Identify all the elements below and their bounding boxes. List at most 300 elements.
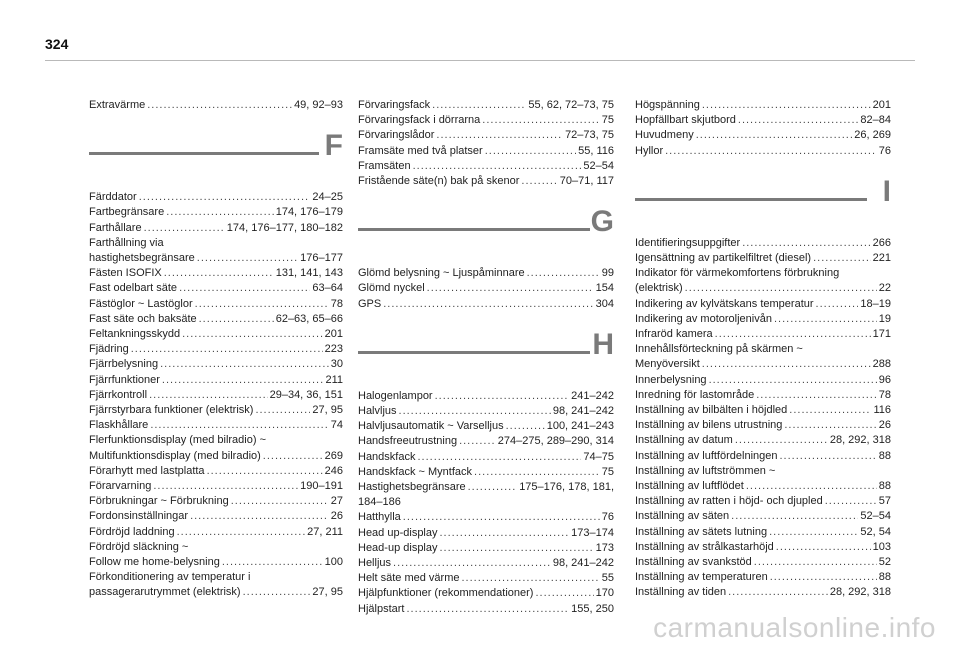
section-h-entries: [358, 389, 614, 617]
page-refs: 26: [878, 419, 891, 432]
page-refs: 274–275, 289–290, 314: [497, 435, 614, 448]
page-refs: 103: [872, 540, 891, 553]
index-entry: [635, 479, 891, 494]
page-refs: 88: [878, 480, 891, 493]
index-term: Halogenlampor: [358, 389, 433, 402]
index-term: Förvaringsfack i dörrarna: [358, 114, 481, 127]
dot-leader: [399, 404, 551, 419]
index-entry: [635, 418, 891, 433]
dot-leader: [709, 373, 877, 388]
page-refs: 72–73, 75: [565, 129, 614, 142]
dot-leader: [742, 236, 870, 251]
page-refs: 173: [595, 541, 614, 554]
section-i-entries: [635, 236, 891, 601]
page-refs: 98, 241–242: [552, 405, 614, 418]
index-term: Fast odelbart säte: [89, 282, 178, 295]
index-term: Fast säte och baksäte: [89, 312, 197, 325]
section-letter: G: [590, 205, 614, 239]
dot-leader: [432, 98, 526, 113]
index-term: Fästen ISOFIX: [89, 267, 162, 280]
dot-leader: [774, 312, 877, 327]
top-entries: [358, 98, 614, 189]
page-refs: 55, 62, 72–73, 75: [528, 99, 614, 111]
dot-leader: [506, 419, 545, 434]
index-entry: [635, 128, 891, 143]
index-entry: [635, 403, 891, 418]
index-entry: [358, 389, 614, 404]
index-term: Inställning av bilens utrustning: [635, 419, 783, 432]
page-refs: 57: [878, 495, 891, 508]
index-entry: [89, 205, 343, 220]
index-term: Fordonsinställningar: [89, 510, 189, 523]
page-refs: 30: [330, 358, 343, 371]
index-term: Menyöversikt: [635, 358, 700, 371]
page-refs: 88: [878, 449, 891, 462]
dot-leader: [459, 434, 496, 449]
page-refs: 155, 250: [571, 602, 614, 615]
index-entry: [635, 555, 891, 570]
page-refs: 52, 54: [860, 525, 891, 538]
index-term: Indikering av kylvätskans temperatur: [635, 297, 814, 310]
dot-leader: [436, 128, 563, 143]
index-entry: [635, 585, 891, 600]
index-entry: [89, 312, 343, 327]
dot-leader: [190, 509, 329, 524]
section-g-entries: [358, 266, 614, 312]
index-term: Inställning av strålkastarhöjd: [635, 540, 774, 553]
dot-leader: [150, 418, 328, 433]
page-refs: 304: [595, 297, 614, 310]
index-entry: [89, 373, 343, 388]
index-term: Fästöglor ~ Lastöglor: [89, 297, 193, 310]
page-number: 324: [45, 36, 69, 52]
page-refs: 55, 116: [578, 144, 614, 157]
page-refs: 131, 141, 143: [275, 267, 343, 280]
dot-leader: [728, 585, 828, 600]
index-entry: [89, 98, 343, 113]
section-header-h: [358, 327, 614, 381]
index-entry: [358, 541, 614, 556]
index-term: Förarvarning: [89, 480, 152, 493]
dot-leader: [770, 570, 877, 585]
page-refs: 154: [595, 282, 614, 295]
index-term: Inställning av svankstöd: [635, 556, 752, 569]
index-term: Feltankningsskydd: [89, 328, 181, 341]
page-refs: 201: [324, 328, 343, 341]
index-term: Inställning av sätets lutning: [635, 525, 768, 538]
index-term: Förarhytt med lastplatta: [89, 464, 205, 477]
index-term: Fjärrfunktioner: [89, 373, 160, 386]
dot-leader: [195, 297, 329, 312]
index-term: passagerarutrymmet (elektrisk): [89, 586, 241, 599]
index-entry: [358, 571, 614, 586]
index-entry: [358, 602, 614, 617]
index-entry: [635, 98, 891, 113]
page-refs: 170: [595, 587, 614, 600]
section-letter: H: [592, 327, 614, 361]
index-entry: [358, 434, 614, 449]
dot-leader: [144, 221, 225, 236]
page-refs: 176–177: [300, 252, 343, 265]
page-refs: 171: [872, 328, 891, 341]
index-entry: [635, 113, 891, 128]
index-term: Head up-display: [358, 526, 438, 539]
section-bar: [358, 351, 590, 354]
dot-leader: [222, 555, 323, 570]
page-refs: 190–191: [300, 480, 343, 493]
dot-leader: [160, 357, 329, 372]
index-term: Glömd belysning ~ Ljuspåminnare: [358, 267, 525, 280]
index-term: Fjärrstyrbara funktioner (elektrisk): [89, 404, 254, 417]
index-entry: [89, 449, 343, 464]
top-divider: [45, 60, 915, 61]
index-term: Fartbegränsare: [89, 206, 165, 219]
index-term: Inställning av tiden: [635, 586, 727, 599]
index-term: Handskfack: [358, 450, 416, 463]
top-entries: [89, 98, 343, 113]
dot-leader: [731, 509, 858, 524]
section-bar: [89, 152, 319, 155]
dot-leader: [746, 479, 877, 494]
page-refs: 201: [872, 99, 891, 111]
index-entry: [89, 585, 343, 600]
index-entry: [635, 509, 891, 524]
dot-leader: [243, 585, 311, 600]
dot-leader: [754, 555, 877, 570]
dot-leader: [482, 113, 599, 128]
index-term: Head-up display: [358, 541, 438, 554]
dot-leader: [131, 342, 323, 357]
index-term: Hjälpstart: [358, 602, 405, 615]
index-entry: [89, 281, 343, 296]
page-refs: 82–84: [860, 114, 891, 127]
index-term: Helljus: [358, 557, 392, 570]
index-term: Fristående säte(n) bak på skenor: [358, 175, 520, 188]
page-refs: 27, 95: [312, 404, 343, 417]
index-term: Halvljus: [358, 405, 397, 418]
dot-leader: [776, 540, 871, 555]
dot-leader: [255, 403, 310, 418]
page-refs: 27, 211: [307, 525, 343, 538]
page-refs: 26, 269: [854, 129, 891, 142]
index-entry: [358, 480, 614, 495]
dot-leader: [816, 297, 859, 312]
dot-leader: [164, 266, 274, 281]
page-refs: 70–71, 117: [559, 175, 614, 188]
page-refs: 76: [878, 144, 891, 157]
page-refs: 78: [330, 297, 343, 310]
page-refs: 27, 95: [312, 586, 343, 599]
index-entry: [89, 266, 343, 281]
page-refs: 100: [324, 556, 343, 569]
index-term: Farthållare: [89, 221, 142, 234]
page-refs: 246: [324, 464, 343, 477]
index-term: Framsäte med två platser: [358, 144, 483, 157]
index-entry: [89, 327, 343, 342]
page-refs: 28, 292, 318: [829, 434, 891, 447]
dot-leader: [440, 526, 570, 541]
page-refs: 241–242: [571, 389, 614, 402]
page-refs: 78: [878, 388, 891, 401]
page-refs: 221: [872, 252, 891, 265]
dot-leader: [139, 190, 311, 205]
index-term: Fjärrbelysning: [89, 358, 159, 371]
index-entry: [89, 342, 343, 357]
index-term: hastighetsbegränsare: [89, 252, 195, 265]
index-entry: [635, 494, 891, 509]
index-term: Glömd nyckel: [358, 282, 425, 295]
index-entry: [89, 555, 343, 570]
index-term: Färddator: [89, 191, 137, 204]
dot-leader: [769, 525, 858, 540]
page-refs: 74–75: [583, 450, 614, 463]
page-refs: 63–64: [312, 282, 343, 295]
dot-leader: [535, 586, 593, 601]
index-entry: [89, 357, 343, 372]
page-refs: 49, 92–93: [294, 99, 343, 111]
index-entry: [89, 525, 343, 540]
dot-leader: [789, 403, 871, 418]
index-term: Framsäten: [358, 159, 411, 172]
index-entry: [635, 570, 891, 585]
index-entry: [358, 113, 614, 128]
index-entry-line: Fördröjd släckning ~: [89, 540, 189, 553]
index-term: Inställning av luftflödet: [635, 480, 744, 493]
page-refs: 99: [601, 267, 614, 280]
page-refs: 174, 176–177, 180–182: [226, 221, 343, 234]
dot-leader: [756, 388, 877, 403]
index-entry: [635, 525, 891, 540]
page-refs: 52–54: [860, 510, 891, 523]
page-refs: 52: [878, 556, 891, 569]
index-column-3: [635, 98, 891, 601]
index-term: Hopfällbart skjutbord: [635, 114, 736, 127]
page-refs: 27: [330, 495, 343, 508]
index-term: Inställning av luftfördelningen: [635, 449, 778, 462]
dot-leader: [403, 510, 600, 525]
index-entry: [635, 236, 891, 251]
index-entry-line: Innehållsförteckning på skärmen ~: [635, 343, 803, 356]
page-refs: 22: [878, 282, 891, 295]
dot-leader: [393, 556, 551, 571]
page-refs: 18–19: [860, 297, 891, 310]
index-term: GPS: [358, 297, 382, 310]
index-entry: [89, 403, 343, 418]
index-entry: [358, 526, 614, 541]
index-entry: [89, 388, 343, 403]
index-entry-line: Förkonditionering av temperatur i: [89, 571, 251, 584]
index-entry: [89, 479, 343, 494]
page-refs: 269: [324, 449, 343, 462]
index-term: Extravärme: [89, 99, 146, 111]
page-refs: 75: [601, 114, 614, 127]
index-entry-line: Indikator för värmekomfortens förbrukning: [635, 267, 840, 280]
page-refs: 96: [878, 373, 891, 386]
index-term: Igensättning av partikelfiltret (diesel): [635, 252, 812, 265]
index-entry: [635, 312, 891, 327]
page-refs: 24–25: [312, 191, 343, 204]
index-entry: [635, 449, 891, 464]
dot-leader: [485, 144, 576, 159]
page-refs: 173–174: [571, 526, 614, 539]
index-entry: [358, 144, 614, 159]
index-entry: [635, 297, 891, 312]
dot-leader: [813, 251, 871, 266]
top-entries: [635, 98, 891, 159]
dot-leader: [685, 281, 877, 296]
page-refs: 76: [601, 511, 614, 524]
index-entry: [635, 540, 891, 555]
dot-leader: [474, 465, 600, 480]
index-entry: [358, 465, 614, 480]
index-term: Inställning av bilbälten i höjdled: [635, 404, 788, 417]
index-entry-line: 184–186: [358, 496, 401, 509]
index-entry: [358, 98, 614, 113]
index-entry: [358, 128, 614, 143]
page-refs: 100, 241–243: [546, 420, 614, 433]
dot-leader: [779, 449, 876, 464]
dot-leader: [153, 479, 298, 494]
page-refs: 211: [325, 373, 343, 386]
page-refs: 116: [873, 404, 891, 417]
index-term: Inställning av ratten i höjd- och djupled: [635, 495, 823, 508]
index-term: Inställning av säten: [635, 510, 730, 523]
index-entry: [358, 266, 614, 281]
index-entry: [635, 144, 891, 159]
index-entry: [358, 586, 614, 601]
index-entry: [635, 388, 891, 403]
index-term: Handsfreeutrustning: [358, 435, 458, 448]
index-term: Högspänning: [635, 99, 700, 111]
index-entry: [89, 494, 343, 509]
index-entry: [358, 159, 614, 174]
index-term: Identifieringsuppgifter: [635, 236, 741, 249]
dot-leader: [702, 357, 871, 372]
section-bar: [635, 198, 867, 201]
dot-leader: [527, 266, 600, 281]
section-header-g: [358, 205, 614, 258]
index-term: Inställning av datum: [635, 434, 733, 447]
dot-leader: [715, 327, 871, 342]
page-refs: 62–63, 65–66: [275, 312, 343, 325]
index-entry: [358, 556, 614, 571]
page-refs: 174, 176–179: [275, 206, 343, 219]
dot-leader: [413, 159, 582, 174]
dot-leader: [784, 418, 876, 433]
index-entry: [89, 190, 343, 205]
index-term: Hyllor: [635, 144, 664, 157]
index-entry: [358, 281, 614, 296]
index-entry: [358, 419, 614, 434]
index-entry: [89, 297, 343, 312]
dot-leader: [825, 494, 877, 509]
dot-leader: [738, 113, 859, 128]
section-bar: [358, 228, 590, 231]
dot-leader: [417, 450, 581, 465]
page-refs: 288: [872, 358, 891, 371]
index-entry: [89, 509, 343, 524]
index-term: Huvudmeny: [635, 129, 694, 142]
index-term: Fjärrkontroll: [89, 388, 148, 401]
index-entry: [89, 221, 343, 236]
index-entry: [89, 464, 343, 479]
index-entry: [358, 510, 614, 525]
section-f-entries: [89, 190, 343, 600]
index-term: Förbrukningar ~ Förbrukning: [89, 495, 229, 508]
index-entry-line: Flerfunktionsdisplay (med bilradio) ~: [89, 434, 266, 447]
page-refs: 175–176, 178, 181,: [519, 481, 614, 494]
dot-leader: [231, 494, 329, 509]
page-refs: 74: [330, 419, 343, 432]
dot-leader: [182, 327, 323, 342]
index-term: Förvaringsfack: [358, 99, 431, 111]
index-entry-line: Inställning av luftströmmen ~: [635, 464, 776, 477]
dot-leader: [521, 174, 557, 189]
page-refs: 98, 241–242: [552, 557, 614, 570]
dot-leader: [383, 297, 593, 312]
dot-leader: [702, 98, 871, 113]
page-refs: 26: [330, 510, 343, 523]
dot-leader: [406, 602, 569, 617]
dot-leader: [162, 373, 324, 388]
page-refs: 55: [601, 572, 614, 585]
dot-leader: [149, 388, 268, 403]
dot-leader: [179, 281, 310, 296]
dot-leader: [435, 389, 570, 404]
page-refs: 75: [601, 465, 614, 478]
section-header-i: [635, 174, 891, 228]
index-term: Multifunktionsdisplay (med bilradio): [89, 449, 261, 462]
page-refs: 52–54: [583, 159, 614, 172]
dot-leader: [427, 281, 594, 296]
dot-leader: [696, 128, 853, 143]
dot-leader: [461, 571, 599, 586]
index-term: Handskfack ~ Myntfack: [358, 465, 473, 478]
index-term: Halvljusautomatik ~ Varselljus: [358, 420, 504, 433]
dot-leader: [197, 251, 298, 266]
index-term: Fördröjd laddning: [89, 525, 175, 538]
index-entry: [358, 174, 614, 189]
index-term: Inredning för lastområde: [635, 388, 755, 401]
index-entry: [635, 281, 891, 296]
index-term: Follow me home-belysning: [89, 556, 220, 569]
index-term: Flaskhållare: [89, 419, 149, 432]
page-refs: 28, 292, 318: [829, 586, 891, 599]
dot-leader: [199, 312, 274, 327]
index-column-1: [89, 98, 343, 601]
index-entry: [635, 357, 891, 372]
page-refs: 266: [872, 236, 891, 249]
index-entry: [635, 251, 891, 266]
index-entry: [89, 251, 343, 266]
page-refs: 29–34, 36, 151: [269, 388, 343, 401]
section-header-f: [89, 129, 343, 182]
watermark-text: carmanualsonline.info: [653, 612, 936, 643]
dot-leader: [177, 525, 305, 540]
index-term: Innerbelysning: [635, 373, 707, 386]
index-entry-line: Farthållning via: [89, 236, 164, 249]
index-term: Indikering av motoroljenivån: [635, 312, 772, 325]
section-letter: F: [324, 129, 343, 163]
dot-leader: [468, 480, 518, 495]
dot-leader: [735, 433, 828, 448]
index-term: (elektrisk): [635, 282, 683, 295]
index-term: Hjälpfunktioner (rekommendationer): [358, 587, 534, 600]
index-term: Förvaringslådor: [358, 129, 435, 142]
index-entry: [635, 433, 891, 448]
page-refs: 88: [878, 571, 891, 584]
index-entry: [635, 327, 891, 342]
